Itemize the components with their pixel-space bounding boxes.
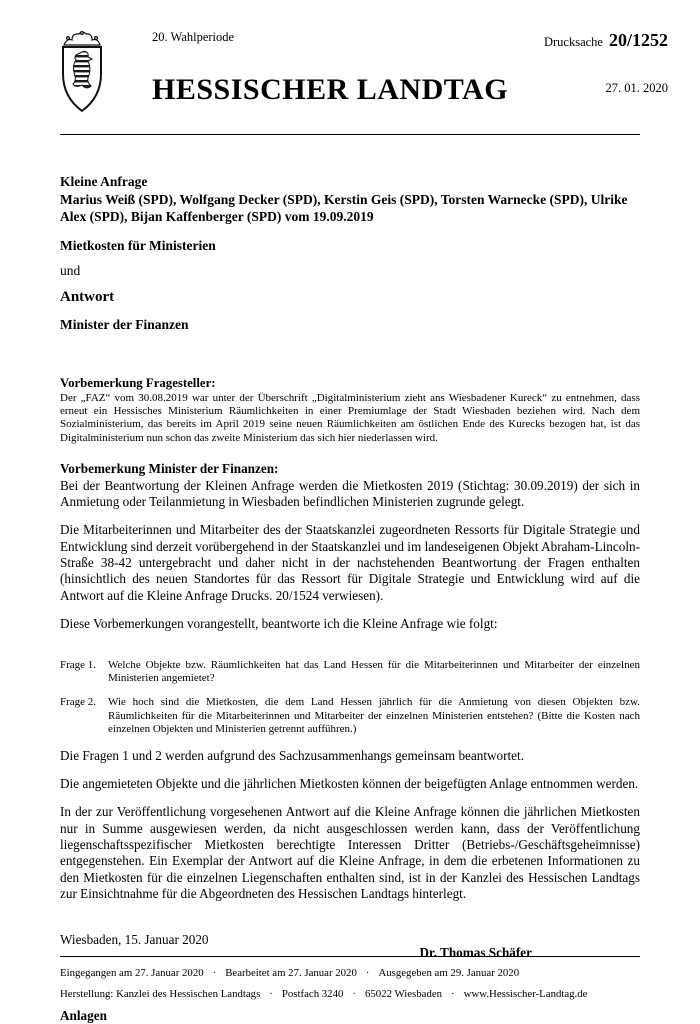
frage-item-1 <box>60 659 640 686</box>
frage-2-label: Frage 2. <box>60 696 97 709</box>
hessen-coat-of-arms-icon <box>60 30 104 114</box>
connector-word: und <box>60 263 81 279</box>
fragen-list <box>60 659 640 737</box>
paragraph-2: Die Mitarbeiterinnen und Mitarbeiter des der Staatskanzlei zugeordneten Ressorts für Digitale Strategie und Entwicklung sind derzeit vorübergehend in der Staatskanzlei und im landeseigenen Objekt Abraham-Lincoln-Straße 38-42 untergebracht und daher nicht in der nachstehenden Beantwortung der Fragen enthalten (hinsichtlich des neuen Standortes für das Ressort für Digitale Strategie und Entwicklung wird auf die Antwort auf die Kleine Anfrage Drucks. 20/1524 verwiesen). <box>60 522 640 603</box>
paragraph-3: Diese Vorbemerkungen vorangestellt, beantworte ich die Kleine Anfrage wie folgt: <box>60 616 498 632</box>
footer-city: 65022 Wiesbaden <box>365 988 443 1000</box>
paragraph-6: In der zur Veröffentlichung vorgesehenen Antwort auf die Kleine Anfrage können die jährlichen Mietkosten nur in Summe ausgewiesen werden, da nicht ausgeschlossen werden kann, dass der Veröffentlichung liegenschaftsspezifischer Mietkosten berechtigte Interessen Dritter (Betriebs-/Geschäftsgeheimnisse) entgegenstehen. Ein Exemplar der Antwort auf die Kleine Anfrage, in dem die erbetenen Informationen zu den Mietkosten für die einzelnen Liegenschaften enthalten sind, ist in der Kanzlei des Hessischen Landtags zur Einsichtnahme für die Abgeordneten des Hessischen Landtags hinterlegt. <box>60 804 640 902</box>
frage-1-text: Welche Objekte bzw. Räumlichkeiten hat das Land Hessen für die Mitarbeiterinnen und Mitarbeiter der einzelnen Ministerien angemietet? <box>108 658 640 684</box>
footer-bearbeitet: Bearbeitet am 27. Januar 2020 <box>225 967 357 979</box>
anlagen-label: Anlagen <box>60 1007 107 1023</box>
topic-line: Mietkosten für Ministerien <box>60 237 216 253</box>
vorbemerkung-minister-heading: Vorbemerkung Minister der Finanzen: <box>60 461 279 477</box>
footer-separator: · <box>212 967 217 979</box>
document-footer <box>60 956 640 1000</box>
footer-separator: · <box>365 967 370 979</box>
drucksache-line <box>544 30 668 51</box>
footer-website: www.Hessischer-Landtag.de <box>463 988 588 1000</box>
vorbemerkung-fragesteller-text: Der „FAZ“ vom 30.08.2019 war unter der Überschrift „Digitalministerium zieht ans Wiesbadener Kureck“ zu entnehmen, dass erneut ein Hessisches Ministerium Räumlichkeiten in einer Premiumlage der Stadt Wiesbaden beziehen wird. Nach dem Sozialministerium, das bereits im April 2019 seine neuen Räumlichkeiten am östlichen Ende des Kurecks bezogen hat, ist das Digitalministerium nun schon das zweite Ministerium das sich hier niederlassen wird. <box>60 391 640 444</box>
footer-ausgegeben: Ausgegeben am 29. Januar 2020 <box>378 967 520 979</box>
signature-name: Dr. Thomas Schäfer <box>419 945 532 961</box>
kleine-anfrage-heading: Kleine Anfrage <box>60 174 148 189</box>
vorbemerkung-fragesteller-heading: Vorbemerkung Fragesteller: <box>60 375 216 390</box>
footer-herstellung: Herstellung: Kanzlei des Hessischen Landtags <box>60 988 261 1000</box>
footer-line-publisher <box>60 988 640 1000</box>
footer-postfach: Postfach 3240 <box>281 988 344 1000</box>
frage-1-label: Frage 1. <box>60 658 97 671</box>
authors-line: Marius Weiß (SPD), Wolfgang Decker (SPD), Kerstin Geis (SPD), Torsten Warnecke (SPD), Ulrike Alex (SPD), Bijan Kaffenberger (SPD) vom 19.09.2019 <box>60 191 628 225</box>
drucksache-label: Drucksache <box>543 35 603 49</box>
paragraph-1: Bei der Beantwortung der Kleinen Anfrage werden die Mietkosten 2019 (Stichtag: 30.09.2019) der sich in Anmietung oder Teilanmietung in Wiesbaden befindlichen Ministerien zugrunde gelegt. <box>60 477 640 509</box>
minister-line: Minister der Finanzen <box>60 317 189 333</box>
footer-separator: · <box>451 988 455 1000</box>
document-date: 27. 01. 2020 <box>605 81 668 95</box>
document-body <box>60 135 640 1024</box>
document-header <box>60 30 668 116</box>
frage-item-2 <box>60 696 640 736</box>
antwort-heading: Antwort <box>60 288 115 305</box>
footer-separator: · <box>352 988 356 1000</box>
drucksache-number: 20/1252 <box>608 30 668 50</box>
footer-line-dates <box>60 967 640 979</box>
header-right <box>544 30 668 96</box>
footer-eingegangen: Eingegangen am 27. Januar 2020 <box>60 967 204 979</box>
place-date: Wiesbaden, 15. Januar 2020 <box>60 932 209 948</box>
document-page <box>0 30 700 1023</box>
page-title: HESSISCHER LANDTAG <box>152 73 509 106</box>
paragraph-5: Die angemieteten Objekte und die jährlichen Mietkosten können der beigefügten Anlage entnommen werden. <box>60 775 639 791</box>
wahlperiode-label: 20. Wahlperiode <box>152 30 235 44</box>
paragraph-4: Die Fragen 1 und 2 werden aufgrund des Sachzusammenhangs gemeinsam beantwortet. <box>60 747 524 763</box>
frage-2-text: Wie hoch sind die Mietkosten, die dem Land Hessen jährlich für die Anmietung von diesen Objekten bzw. Räumlichkeiten für die Mitarbeiterinnen und Mitarbeiter der einzelnen Ministerien entstehen? (Bitte die Kosten nach einzelnen Objekten und Ministerien getrennt aufführen.) <box>108 696 640 736</box>
footer-separator: · <box>269 988 273 1000</box>
